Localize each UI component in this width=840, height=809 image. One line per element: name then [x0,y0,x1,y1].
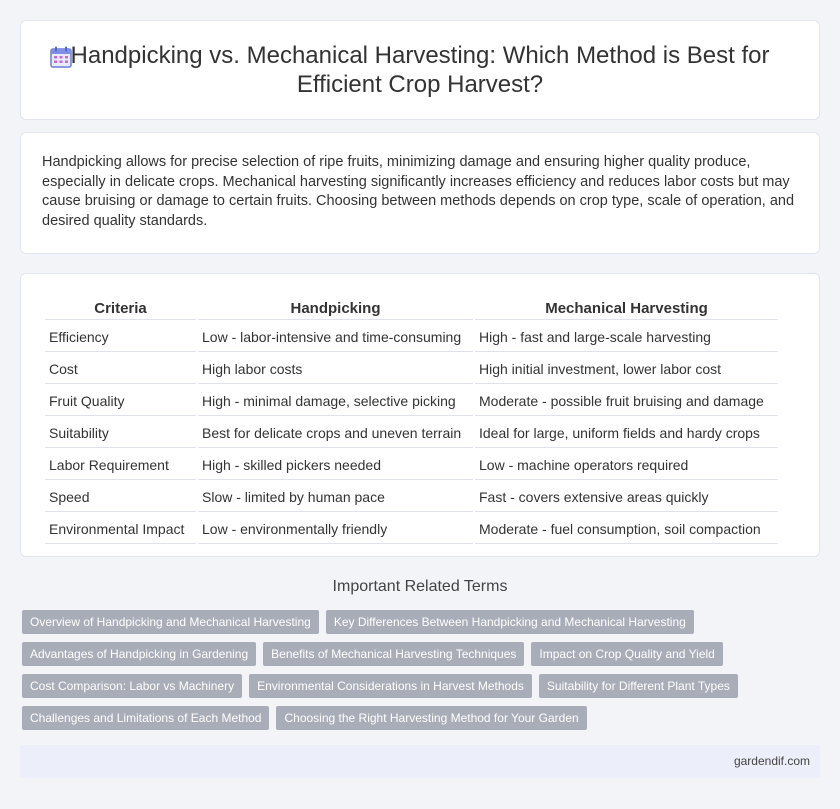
footer [20,745,820,778]
related-term-tag[interactable]: Advantages of Handpicking in Gardening [22,642,256,666]
related-term-tag[interactable]: Environmental Considerations in Harvest Methods [249,674,532,698]
table-row [45,386,778,416]
cell-handpicking: High labor costs [198,354,473,384]
summary-text: Handpicking allows for precise selection of ripe fruits, minimizing damage and ensuring higher quality produce, especially in delicate crops. Mechanical harvesting significantly increases efficiency and reduces labor costs but may cause bruising or damage to certain fruits. Choosing between methods depends on crop type, scale of operation, and desired quality standards. [42,154,795,229]
related-term-tag[interactable]: Overview of Handpicking and Mechanical Harvesting [22,610,319,634]
table-row [45,482,778,512]
cell-handpicking: Best for delicate crops and uneven terrain [198,418,473,448]
related-term-tag[interactable]: Impact on Crop Quality and Yield [531,642,722,666]
related-term-tag[interactable]: Benefits of Mechanical Harvesting Techniques [263,642,524,666]
related-term-tag[interactable]: Suitability for Different Plant Types [539,674,738,698]
header-card [20,20,820,120]
cell-criteria: Cost [45,354,196,384]
cell-handpicking: Low - labor-intensive and time-consuming [198,322,473,352]
cell-mechanical: High - fast and large-scale harvesting [475,322,778,352]
table-row [45,450,778,480]
cell-handpicking: High - minimal damage, selective picking [198,386,473,416]
header-mechanical: Mechanical Harvesting [475,297,778,320]
cell-handpicking: Slow - limited by human pace [198,482,473,512]
related-terms-list [22,610,822,738]
table-row [45,514,778,544]
cell-criteria: Environmental Impact [45,514,196,544]
page-title: Handpicking vs. Mechanical Harvesting: Which Method is Best for Efficient Crop Harvest? [70,42,770,98]
summary-card [20,132,820,254]
related-term-tag[interactable]: Challenges and Limitations of Each Method [22,706,269,730]
cell-handpicking: Low - environmentally friendly [198,514,473,544]
related-term-tag[interactable]: Cost Comparison: Labor vs Machinery [22,674,242,698]
cell-criteria: Speed [45,482,196,512]
cell-handpicking: High - skilled pickers needed [198,450,473,480]
related-term-tag[interactable]: Key Differences Between Handpicking and Mechanical Harvesting [326,610,694,634]
comparison-table [43,295,780,546]
cell-mechanical: Moderate - fuel consumption, soil compaction [475,514,778,544]
comparison-card [20,273,820,557]
table-row [45,418,778,448]
header-criteria: Criteria [45,297,196,320]
footer-site-link[interactable]: gardendif.com [733,754,810,768]
cell-mechanical: Ideal for large, uniform fields and hardy crops [475,418,778,448]
cell-mechanical: Moderate - possible fruit bruising and damage [475,386,778,416]
table-row [45,354,778,384]
cell-mechanical: Fast - covers extensive areas quickly [475,482,778,512]
table-row [45,322,778,352]
cell-criteria: Fruit Quality [45,386,196,416]
related-terms-heading: Important Related Terms [332,578,508,595]
cell-mechanical: Low - machine operators required [475,450,778,480]
cell-criteria: Suitability [45,418,196,448]
related-term-tag[interactable]: Choosing the Right Harvesting Method for Your Garden [276,706,586,730]
cell-criteria: Labor Requirement [45,450,196,480]
cell-criteria: Efficiency [45,322,196,352]
header-handpicking: Handpicking [198,297,473,320]
table-header-row [45,297,778,320]
cell-mechanical: High initial investment, lower labor cost [475,354,778,384]
